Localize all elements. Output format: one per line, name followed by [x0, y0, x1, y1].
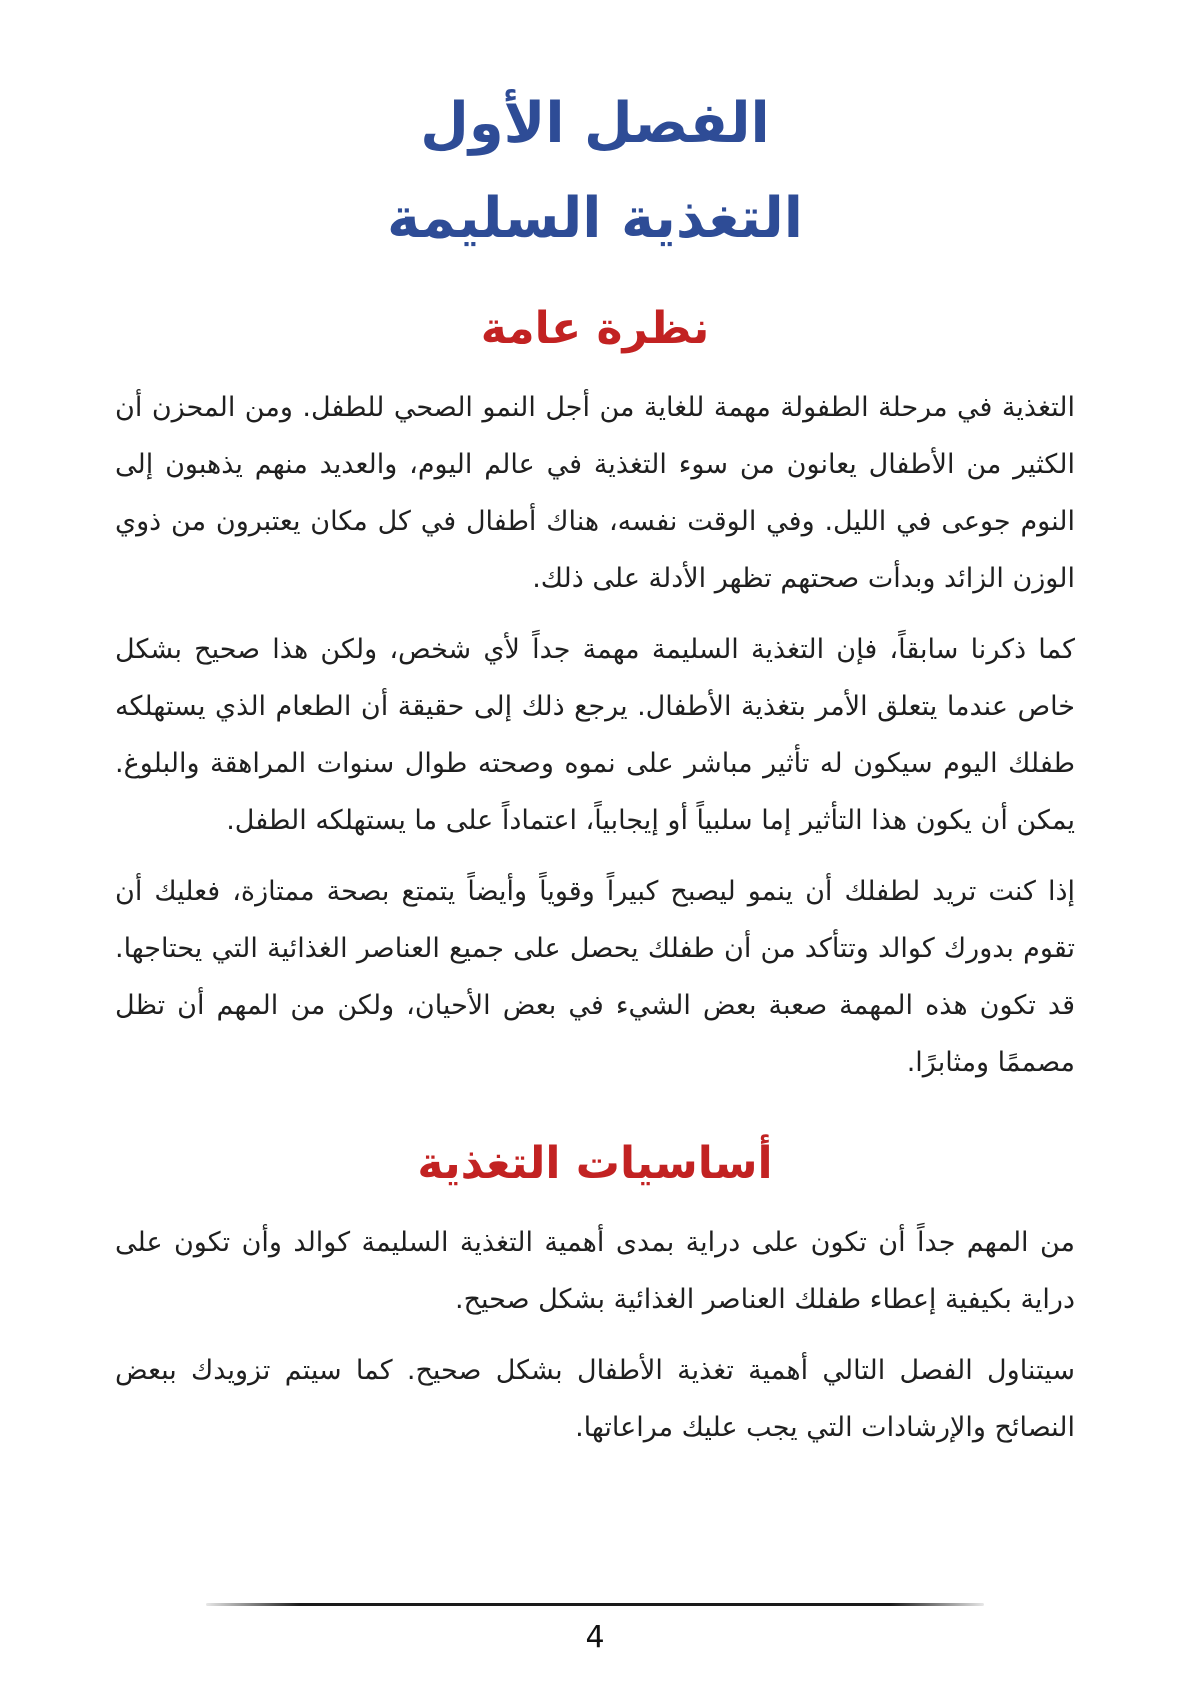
- footer-divider: [206, 1603, 984, 1606]
- section-heading-overview: نظرة عامة: [480, 302, 710, 354]
- chapter-subtitle: التغذية السليمة: [387, 185, 803, 251]
- section-heading-nutrition-basics: أساسيات التغذية: [417, 1137, 773, 1189]
- chapter-title: الفصل الأول: [420, 91, 770, 156]
- basics-paragraph-2: سيتناول الفصل التالي أهمية تغذية الأطفال بشكل صحيح. كما سيتم تزويدك ببعض النصائح والإرشادات التي يجب عليك مراعاتها.: [115, 1354, 1075, 1443]
- overview-paragraph-3: إذا كنت تريد لطفلك أن ينمو ليصبح كبيراً وقوياً وأيضاً يتمتع بصحة ممتازة، فعليك أن تقوم بدورك كوالد وتتأكد من أن طفلك يحصل على جميع العناصر الغذائية التي يحتاجها. قد تكون هذه المهمة صعبة بعض الشيء في بعض الأحيان، ولكن من المهم أن تظل مصممًا ومثابرًا.: [115, 875, 1075, 1078]
- overview-paragraph-1: التغذية في مرحلة الطفولة مهمة للغاية من أجل النمو الصحي للطفل. ومن المحزن أن الكثير من الأطفال يعانون من سوء التغذية في عالم اليوم، والعديد منهم يذهبون إلى النوم جوعى في الليل. وفي الوقت نفسه، هناك أطفال في كل مكان يعتبرون من ذوي الوزن الزائد وبدأت صحتهم تظهر الأدلة على ذلك.: [115, 391, 1075, 594]
- overview-paragraph-2: كما ذكرنا سابقاً، فإن التغذية السليمة مهمة جداً لأي شخص، ولكن هذا صحيح بشكل خاص عندما يتعلق الأمر بتغذية الأطفال. يرجع ذلك إلى حقيقة أن الطعام الذي يستهلكه طفلك اليوم سيكون له تأثير مباشر على نموه وصحته طوال سنوات المراهقة والبلوغ. يمكن أن يكون هذا التأثير إما سلبياً أو إيجابياً، اعتماداً على ما يستهلكه الطفل.: [115, 633, 1075, 836]
- basics-paragraph-1: من المهم جداً أن تكون على دراية بمدى أهمية التغذية السليمة كوالد وأن تكون على دراية بكيفية إعطاء طفلك العناصر الغذائية بشكل صحيح.: [115, 1226, 1075, 1315]
- page-footer: [0, 1603, 1190, 1655]
- page-number: 4: [585, 1620, 605, 1655]
